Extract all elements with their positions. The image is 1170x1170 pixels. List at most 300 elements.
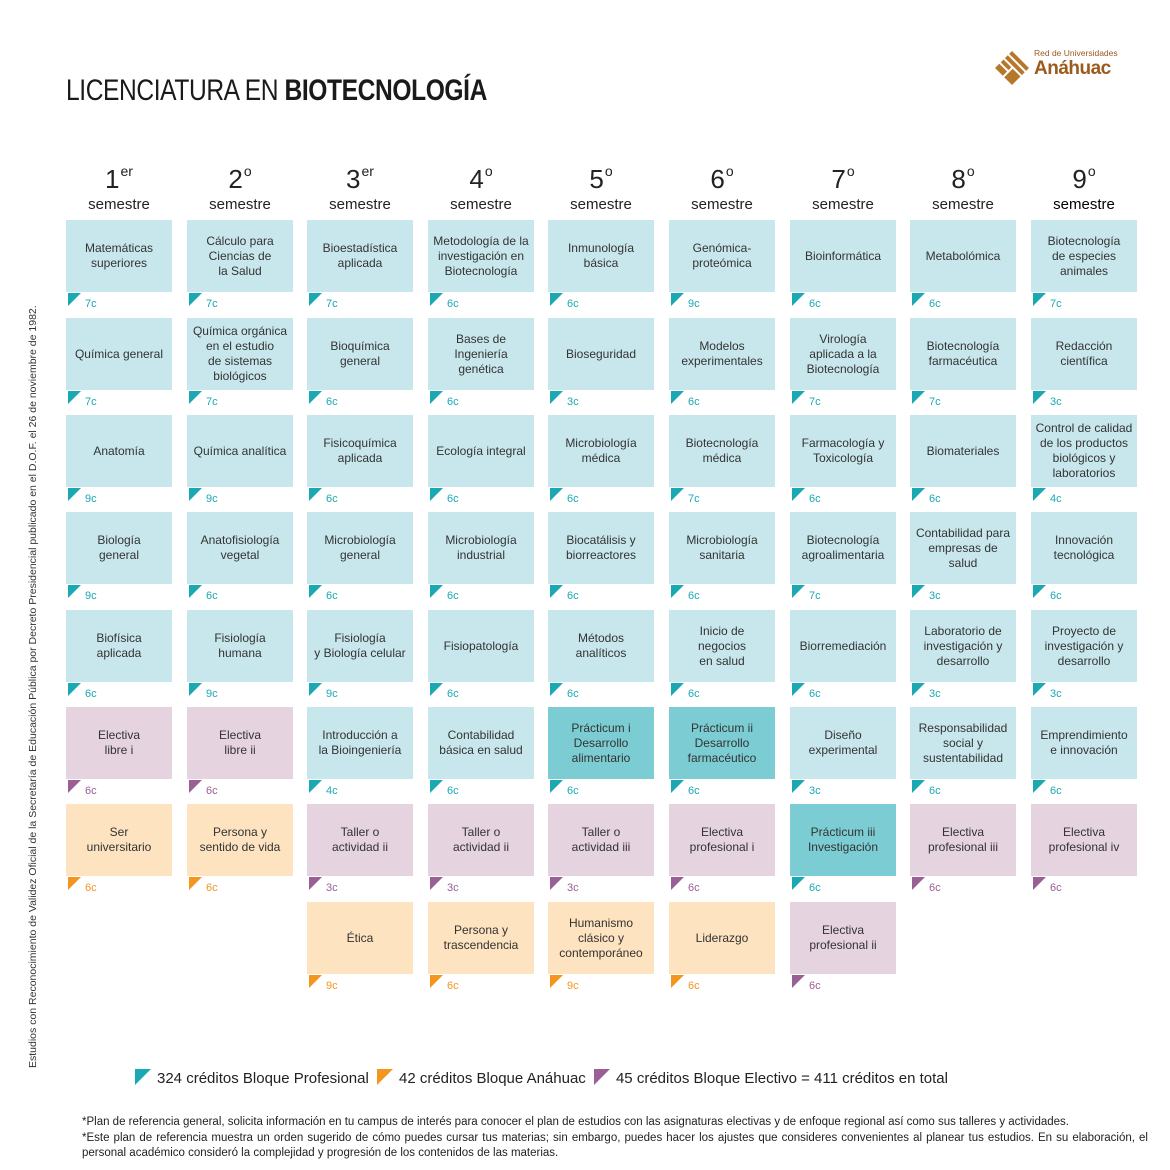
course-name: Fisiología humana [214,631,266,660]
credit-triangle-icon [792,780,805,793]
course-name: Química orgánica en el estudio de sistemas biológicos [192,324,288,383]
course-credits: 3c [1050,396,1062,408]
course-credits: 4c [1050,493,1062,505]
course-cell [790,902,896,992]
course-name: Responsabilidad social y sustentabilidad [918,720,1008,765]
course-credits: 9c [85,493,97,505]
course-name: Taller o actividad ii [452,825,510,854]
semester-header [428,156,534,213]
course-cell [1031,804,1137,894]
credit-triangle-icon [550,877,563,890]
course-name: Fisicoquímica aplicada [323,436,397,465]
course-name: Electiva libre i [97,728,141,757]
course-name: Contabilidad para empresas de salud [915,525,1011,570]
credit-triangle-icon [430,391,443,404]
course-cell [428,415,534,505]
course-name: Electiva profesional iv [1048,825,1120,854]
credit-triangle-icon [671,488,684,501]
credit-triangle-icon [309,585,322,598]
course-name: Biofísica aplicada [96,631,142,660]
course-credits: 7c [1050,298,1062,310]
course-name: Liderazgo [695,930,749,945]
credit-triangle-icon [68,877,81,890]
logo-network-text: Red de Universidades [1034,48,1118,58]
course-cell [548,220,654,310]
course-name: Electiva profesional iii [927,825,999,854]
course-name: Matemáticas superiores [84,241,154,270]
semester-header [66,156,172,213]
credit-triangle-icon [1033,585,1046,598]
course-cell [428,804,534,894]
anahuac-triangle-icon [377,1069,393,1085]
course-name: Redacción científica [1055,339,1113,368]
course-name: Bioestadística aplicada [322,241,398,270]
course-cell [548,707,654,797]
course-name: Diseño experimental [808,728,878,757]
credit-triangle-icon [1033,683,1046,696]
course-cell [307,318,413,408]
course-name: Biomateriales [926,443,1000,458]
semester-number: 3er [346,163,374,194]
course-name: Inicio de negocios en salud [697,623,747,668]
course-credits: 7c [326,298,338,310]
course-credits: 6c [447,980,459,992]
course-name: Taller o actividad iii [571,825,631,854]
semester-header [669,156,775,213]
course-credits: 6c [688,785,700,797]
course-name: Prácticum ii Desarrollo farmacéutico [687,720,757,765]
course-name: Persona y sentido de vida [199,825,281,854]
course-cell [669,415,775,505]
course-cell [66,610,172,700]
course-cell [669,902,775,992]
course-credits: 3c [1050,688,1062,700]
course-cell [307,512,413,602]
credit-triangle-icon [430,780,443,793]
course-credits: 3c [326,882,338,894]
course-credits: 6c [447,298,459,310]
course-name: Modelos experimentales [681,339,763,368]
course-credits: 6c [809,493,821,505]
course-credits: 6c [809,688,821,700]
course-credits: 7c [688,493,700,505]
course-name: Contabilidad básica en salud [439,728,523,757]
course-name: Bioquímica general [330,339,390,368]
course-credits: 6c [206,882,218,894]
course-cell [428,902,534,992]
course-name: Prácticum i Desarrollo alimentario [571,720,631,765]
course-name: Humanismo clásico y contemporáneo [559,915,643,960]
course-name: Electiva libre ii [218,728,262,757]
profesional-triangle-icon [135,1069,151,1085]
semester-label: semestre [570,196,632,213]
course-cell [187,512,293,602]
legend-anahuac: 42 créditos Bloque Anáhuac [398,1070,586,1087]
course-cell [187,610,293,700]
course-name: Microbiología industrial [445,533,517,562]
credits-legend [135,1069,948,1087]
course-cell [187,220,293,310]
semester-number: 8$^o$ [951,163,975,194]
course-credits: 9c [567,980,579,992]
electivo-triangle-icon [594,1069,610,1085]
course-name: Microbiología general [324,533,396,562]
course-credits: 6c [447,396,459,408]
course-name: Ser universitario [86,825,152,854]
title-program: BIOTECNOLOGÍA [284,74,487,107]
credit-triangle-icon [309,488,322,501]
course-name: Metabolómica [925,248,1001,263]
course-cell [669,707,775,797]
credit-triangle-icon [792,488,805,501]
credit-triangle-icon [912,877,925,890]
semester-header [187,156,293,213]
credit-triangle-icon [1033,780,1046,793]
credit-triangle-icon [550,780,563,793]
credit-triangle-icon [430,488,443,501]
footnote-order: *Este plan de referencia muestra un orden sugerido de cómo puedes cursar tus materias; sin embargo, puedes hacer los ajustes que consideres convenientes al planear tus estudios. En su elaboración, el personal académico consideró la complejidad y progresión de los contenidos de las materias. [82,1132,1148,1159]
course-cell [790,415,896,505]
semester-number: 7$^o$ [831,163,855,194]
course-credits: 6c [1050,882,1062,894]
course-credits: 6c [206,590,218,602]
course-cell [910,220,1016,310]
course-credits: 9c [326,980,338,992]
course-credits: 6c [447,590,459,602]
semester-label: semestre [209,196,271,213]
credit-triangle-icon [68,391,81,404]
credit-triangle-icon [189,293,202,306]
course-name: Anatofisiología vegetal [200,533,280,562]
course-cell [1031,512,1137,602]
course-credits: 9c [85,590,97,602]
credit-triangle-icon [309,293,322,306]
course-cell [910,415,1016,505]
semester-label: semestre [691,196,753,213]
footnote-general: *Plan de referencia general, solicita información en tu campus de interés para conocer el plan de estudios con las asignaturas electivas y de enfoque regional así como sus talleres y actividades. [82,1116,1070,1128]
semester-header [910,156,1016,213]
credit-triangle-icon [309,975,322,988]
credit-triangle-icon [1033,877,1046,890]
credit-triangle-icon [1033,488,1046,501]
course-cell [910,707,1016,797]
course-credits: 3c [567,882,579,894]
course-name: Laboratorio de investigación y desarrollo [923,623,1003,668]
course-cell [187,415,293,505]
course-credits: 6c [567,298,579,310]
course-name: Electiva profesional i [689,825,755,854]
course-cell [669,318,775,408]
title-prefix: LICENCIATURA EN [66,74,285,107]
course-credits: 6c [85,688,97,700]
credit-triangle-icon [189,488,202,501]
course-credits: 6c [85,785,97,797]
credit-triangle-icon [1033,293,1046,306]
course-credits: 9c [206,493,218,505]
course-credits: 3c [809,785,821,797]
course-cell [66,415,172,505]
course-credits: 6c [326,590,338,602]
course-cell [548,804,654,894]
course-name: Bases de Ingeniería genética [454,331,508,376]
course-name: Microbiología sanitaria [686,533,758,562]
course-cell [428,318,534,408]
course-name: Biorremediación [799,638,887,653]
credit-triangle-icon [550,391,563,404]
course-cell [428,610,534,700]
course-cell [790,318,896,408]
course-credits: 6c [567,590,579,602]
course-cell [307,610,413,700]
course-cell [910,512,1016,602]
course-credits: 3c [929,590,941,602]
semester-label: semestre [329,196,391,213]
credit-triangle-icon [550,975,563,988]
credit-triangle-icon [550,585,563,598]
credit-triangle-icon [550,488,563,501]
course-credits: 6c [688,396,700,408]
course-credits: 6c [326,493,338,505]
credit-triangle-icon [550,683,563,696]
course-credits: 3c [929,688,941,700]
course-cell [1031,220,1137,310]
semester-number: 2$^o$ [228,163,252,194]
credit-triangle-icon [671,877,684,890]
credit-triangle-icon [189,780,202,793]
course-name: Ética [346,930,374,945]
credit-triangle-icon [430,877,443,890]
course-name: Farmacología y Toxicología [801,436,885,465]
course-cell [548,318,654,408]
course-name: Biotecnología farmacéutica [926,339,1000,368]
course-credits: 3c [567,396,579,408]
course-cell [187,318,293,408]
course-name: Biocatálisis y biorreactores [565,533,637,562]
credit-triangle-icon [912,391,925,404]
course-cell [790,804,896,894]
course-cell [307,415,413,505]
credit-triangle-icon [671,293,684,306]
course-name: Virología aplicada a la Biotecnología [806,331,880,376]
course-cell [1031,318,1137,408]
course-name: Electiva profesional ii [809,923,877,952]
course-name: Inmunología básica [567,241,635,270]
rvoe-side-note: Estudios con Reconocimiento de Validez Oficial de la Secretaría de Educación Pública por Decreto Presidencial publicado en el D.O.F. el 26 de noviembre de 1982. [27,305,39,1068]
course-credits: 6c [929,298,941,310]
course-credits: 6c [1050,785,1062,797]
course-credits: 9c [206,688,218,700]
credit-triangle-icon [671,683,684,696]
credit-triangle-icon [309,780,322,793]
semester-label: semestre [450,196,512,213]
course-cell [428,220,534,310]
course-cell [187,804,293,894]
course-credits: 6c [447,688,459,700]
course-cell [548,610,654,700]
course-name: Metodología de la investigación en Biotecnología [433,233,529,278]
course-name: Cálculo para Ciencias de la Salud [206,233,274,278]
course-credits: 6c [447,785,459,797]
credit-triangle-icon [792,391,805,404]
credit-triangle-icon [1033,391,1046,404]
credit-triangle-icon [671,585,684,598]
course-credits: 6c [929,785,941,797]
course-name: Genómica- proteómica [692,241,752,270]
course-cell [548,415,654,505]
semester-label: semestre [88,196,150,213]
course-cell [910,318,1016,408]
course-cell [669,610,775,700]
course-credits: 7c [929,396,941,408]
course-credits: 6c [688,980,700,992]
course-name: Introducción a la Bioingeniería [318,728,402,757]
credit-triangle-icon [912,293,925,306]
credit-triangle-icon [309,877,322,890]
course-credits: 7c [809,590,821,602]
course-cell [669,220,775,310]
semester-label: semestre [812,196,874,213]
course-credits: 7c [85,298,97,310]
credit-triangle-icon [309,391,322,404]
course-cell [307,707,413,797]
credit-triangle-icon [189,585,202,598]
course-cell [66,707,172,797]
course-cell [910,804,1016,894]
course-credits: 6c [85,882,97,894]
course-credits: 7c [206,298,218,310]
course-cell [790,707,896,797]
credit-triangle-icon [189,683,202,696]
course-credits: 6c [447,493,459,505]
credit-triangle-icon [68,585,81,598]
credit-triangle-icon [309,683,322,696]
semester-label: semestre [1053,196,1115,213]
credit-triangle-icon [430,683,443,696]
semester-number: 1er [105,163,133,194]
course-credits: 6c [809,882,821,894]
credit-triangle-icon [912,683,925,696]
credit-triangle-icon [68,293,81,306]
anahuac-emblem-icon [992,48,1032,88]
semester-number: 6$^o$ [710,163,734,194]
course-name: Biotecnología médica [685,436,759,465]
course-cell [66,804,172,894]
course-cell [669,512,775,602]
course-name: Bioseguridad [565,346,637,361]
course-credits: 6c [206,785,218,797]
course-name: Métodos analíticos [575,631,627,660]
credit-triangle-icon [792,877,805,890]
credit-triangle-icon [68,488,81,501]
course-cell [1031,707,1137,797]
course-name: Biotecnología agroalimentaria [801,533,885,562]
course-credits: 7c [809,396,821,408]
credit-triangle-icon [550,293,563,306]
course-credits: 6c [567,688,579,700]
course-cell [187,707,293,797]
course-cell [428,512,534,602]
course-cell [790,610,896,700]
semester-header [548,156,654,213]
credit-triangle-icon [671,780,684,793]
course-credits: 6c [688,688,700,700]
page-title [66,74,487,108]
course-credits: 6c [688,590,700,602]
course-credits: 4c [326,785,338,797]
course-credits: 6c [688,882,700,894]
course-name: Química analítica [193,443,287,458]
course-credits: 6c [809,298,821,310]
logo-name-text: Anáhuac [1034,58,1111,79]
course-credits: 9c [326,688,338,700]
course-cell [910,610,1016,700]
course-cell [428,707,534,797]
credit-triangle-icon [671,391,684,404]
course-cell [548,902,654,992]
credit-triangle-icon [912,780,925,793]
credit-triangle-icon [430,293,443,306]
course-name: Ecología integral [436,443,526,458]
course-credits: 6c [1050,590,1062,602]
course-credits: 7c [206,396,218,408]
course-name: Química general [74,346,164,361]
course-credits: 6c [809,980,821,992]
semester-number: 9$^o$ [1072,163,1096,194]
course-cell [66,220,172,310]
semester-number: 4$^o$ [469,163,493,194]
credit-triangle-icon [68,683,81,696]
course-name: Prácticum iii Investigación [807,825,879,854]
semester-number: 5$^o$ [589,163,613,194]
credit-triangle-icon [430,585,443,598]
course-credits: 3c [447,882,459,894]
course-cell [66,318,172,408]
credit-triangle-icon [792,975,805,988]
course-name: Innovación tecnológica [1053,533,1115,562]
course-cell [307,220,413,310]
course-name: Anatomía [93,443,145,458]
semester-header [790,156,896,213]
course-cell [790,220,896,310]
credit-triangle-icon [912,585,925,598]
semester-label: semestre [932,196,994,213]
course-name: Microbiología médica [565,436,637,465]
course-name: Fisiopatología [443,638,519,653]
course-credits: 6c [326,396,338,408]
legend-profesional: 324 créditos Bloque Profesional [157,1070,369,1087]
credit-triangle-icon [189,391,202,404]
course-credits: 9c [688,298,700,310]
credit-triangle-icon [430,975,443,988]
course-name: Emprendimiento e innovación [1040,728,1128,757]
course-name: Persona y trascendencia [443,923,519,952]
course-name: Taller o actividad ii [331,825,389,854]
course-name: Biotecnología de especies animales [1047,233,1121,278]
course-name: Biología general [97,533,141,562]
credit-triangle-icon [792,683,805,696]
course-name: Proyecto de investigación y desarrollo [1044,623,1124,668]
course-name: Control de calidad de los productos biológicos y laboratorios [1035,421,1133,480]
credit-triangle-icon [792,293,805,306]
course-name: Bioinformática [804,248,882,263]
course-credits: 6c [929,882,941,894]
course-credits: 6c [929,493,941,505]
semester-header [307,156,413,213]
course-cell [1031,610,1137,700]
course-cell [1031,415,1137,505]
course-cell [790,512,896,602]
legend-electivo: 45 créditos Bloque Electivo = 411 créditos en total [615,1070,948,1087]
